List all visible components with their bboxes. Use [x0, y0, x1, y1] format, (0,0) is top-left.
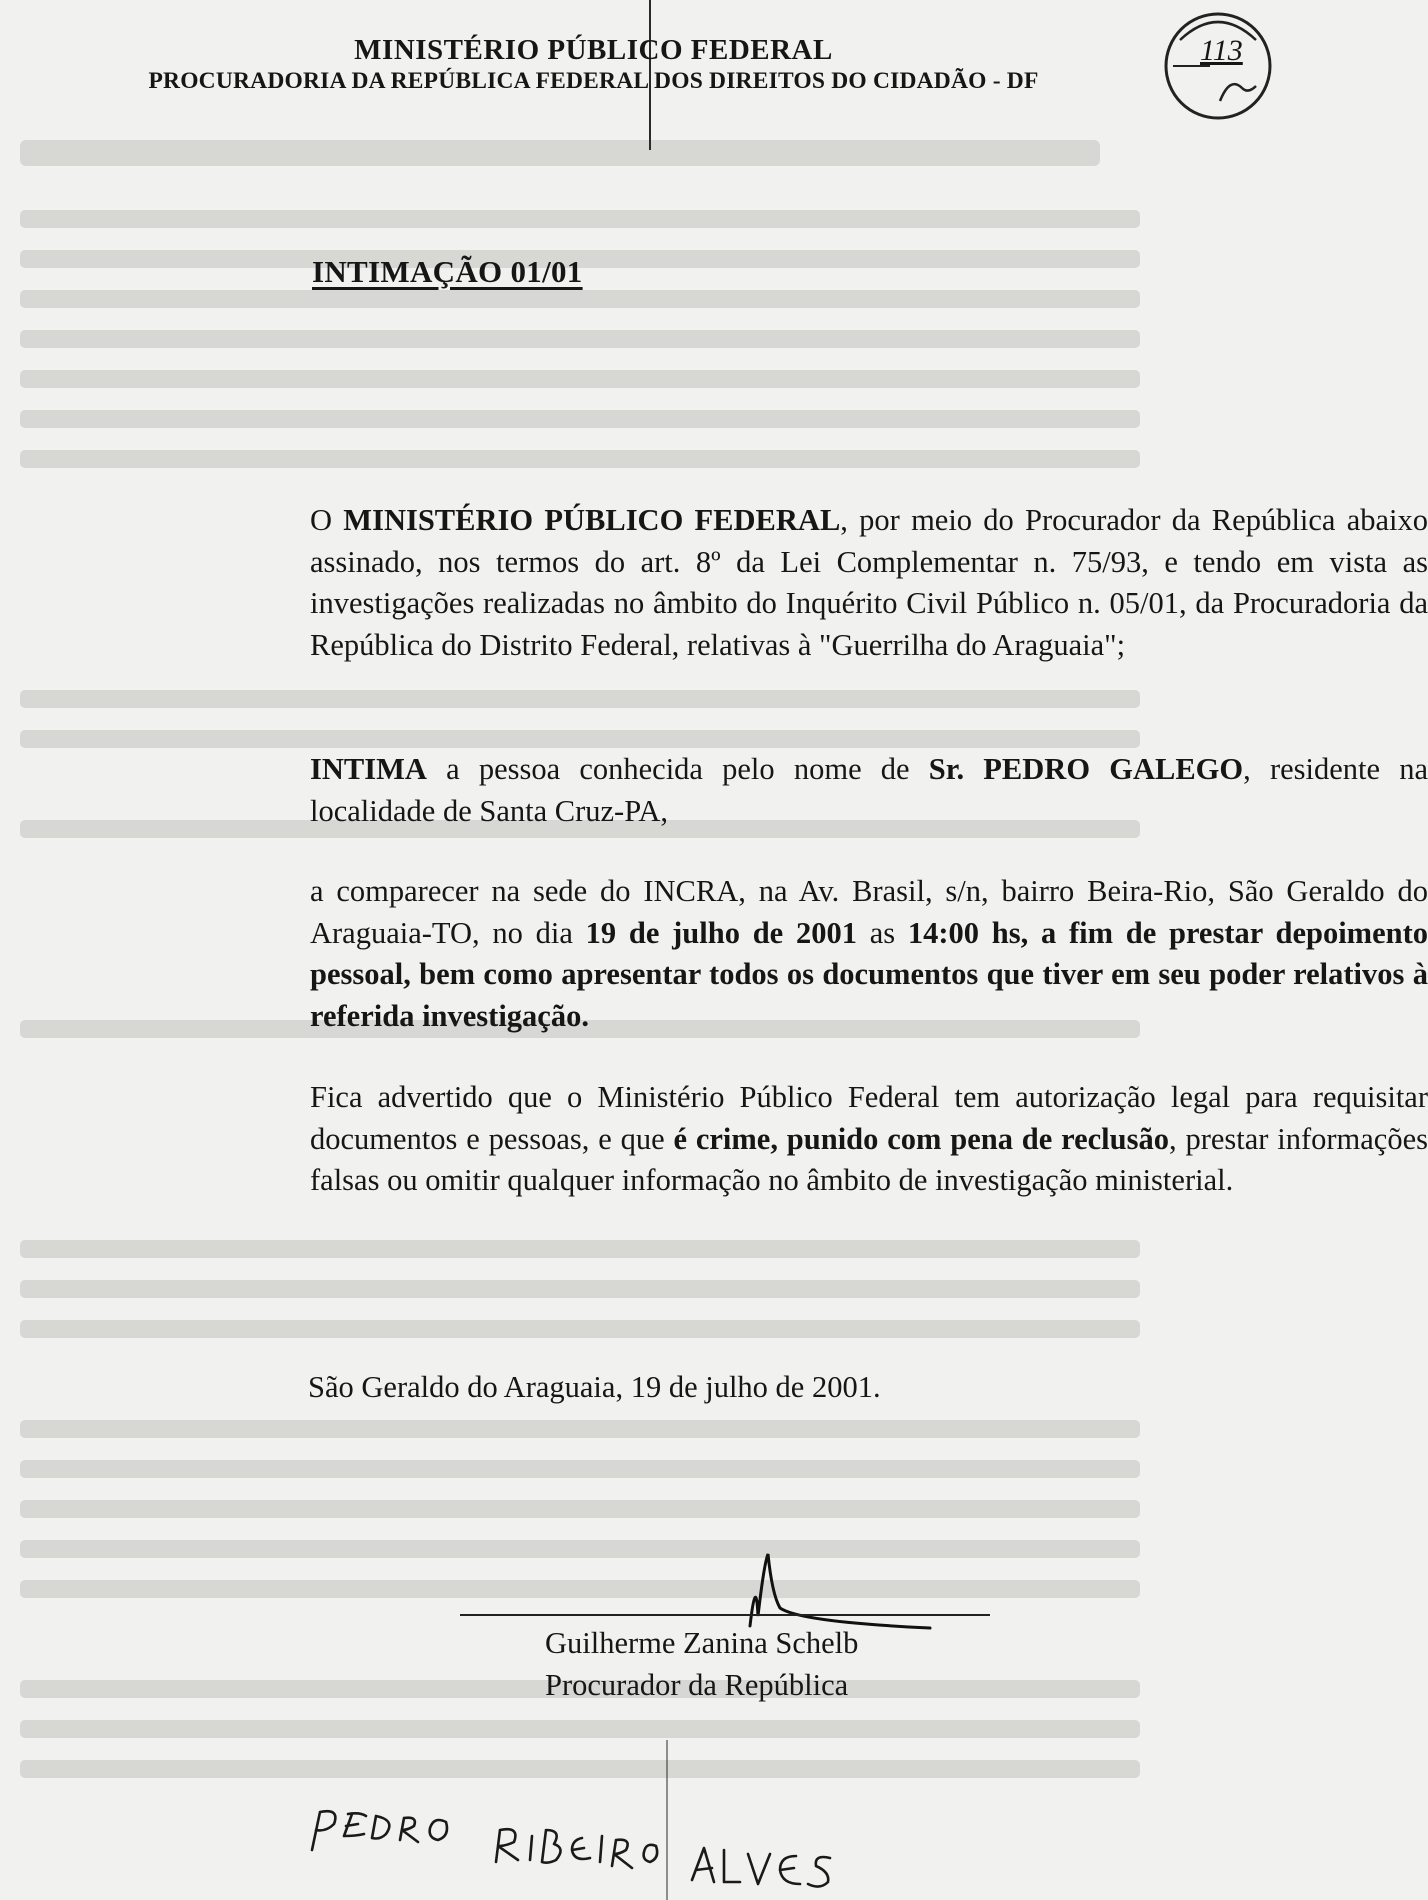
paragraph-warning	[24, 1077, 1428, 1202]
p4-text-c: , prestar informações falsas ou omitir qualquer informação no âmbito de investigação ministerial.	[310, 1121, 1428, 1197]
p3-text-a: a comparecer na sede do INCRA, na Av. Brasil, s/n, bairro Beira-Rio, São Geraldo do Araguaia-TO, no dia	[310, 874, 1428, 950]
p1-text-c: , por meio do Procurador da República abaixo assinado, nos termos do art. 8º da Lei Complementar n. 75/93, e tendo em vista as investigações realizadas no âmbito do Inquérito Civil Público n. 05/01, da Procuradoria da República do Distrito Federal, relativas à "Guerrilha do Araguaia";	[310, 503, 1428, 662]
p2-text-b: a pessoa conhecida pelo nome de	[426, 752, 929, 786]
signature-line	[460, 1614, 990, 1616]
p2-intima-bold: INTIMA	[310, 752, 427, 786]
header-ministry: MINISTÉRIO PÚBLICO FEDERAL	[354, 34, 833, 66]
p2-name-bold: Sr. PEDRO GALEGO	[928, 752, 1244, 786]
p3-text-c: as	[856, 915, 908, 950]
paragraph-intima	[24, 749, 1428, 832]
p1-text-a: O	[310, 503, 344, 537]
place-date: São Geraldo do Araguaia, 19 de julho de 2001.	[308, 1370, 881, 1404]
p3-time-bold: 14:00 hs	[907, 915, 1021, 950]
header-office: PROCURADORIA DA REPÚBLICA FEDERAL DOS DIREITOS DO CIDADÃO - DF	[148, 68, 1039, 94]
signatory-block	[545, 1622, 858, 1706]
p3-text-e: , a fim de prestar depoimento pessoal, bem como apresentar todos os documentos que tiver em seu poder relativos à referida investigação.	[310, 915, 1428, 1033]
stamp-number: 113	[1200, 34, 1243, 67]
document-title: INTIMAÇÃO 01/01	[312, 254, 583, 289]
handwritten-name	[300, 1790, 860, 1900]
signatory-role: Procurador da República	[545, 1668, 849, 1702]
p2-text-d: , residente na localidade de Santa Cruz-PA,	[310, 752, 1428, 828]
paragraph-intro	[24, 500, 1428, 666]
paragraph-summons	[24, 871, 1428, 1037]
p4-crime-bold: é crime, punido com pena de reclusão	[673, 1121, 1169, 1156]
p3-date-bold: 19 de julho de 2001	[585, 915, 857, 950]
signatory-name: Guilherme Zanina Schelb	[545, 1626, 859, 1660]
p1-ministry-bold: MINISTÉRIO PÚBLICO FEDERAL	[343, 503, 841, 537]
p4-text-a: Fica advertido que o Ministério Público Federal tem autorização legal para requisitar documentos e pessoas, e que	[310, 1080, 1428, 1156]
